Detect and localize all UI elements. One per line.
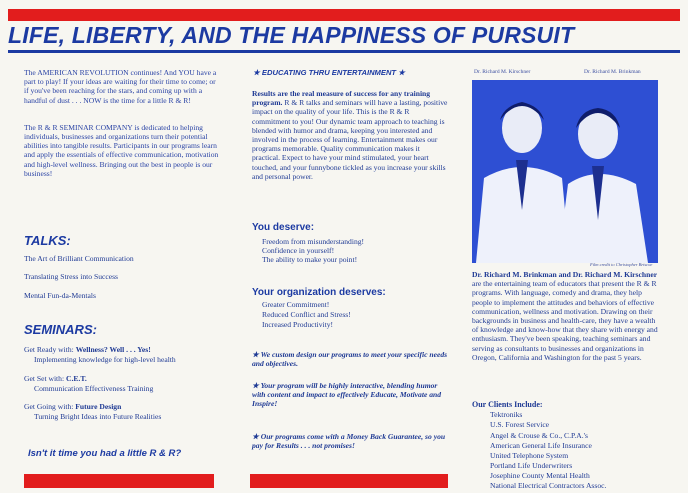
seminar-name: C.E.T. <box>65 374 87 383</box>
bottom-red-bar-middle <box>250 474 448 488</box>
intro-paragraph-1: The AMERICAN REVOLUTION continues! And YOU have a part to play! If your ideas are waiting for their time to come; or if you've been reaching for the stars, and coming up with a handful of dust . . . NOW is the time for a little R & R! <box>24 68 217 105</box>
middle-body <box>252 89 448 181</box>
clients-title: Our Clients Include: <box>472 400 543 409</box>
photo-label-left: Dr. Richard M. Kirschner <box>474 69 531 75</box>
client-item: American General Life Insurance <box>490 441 592 450</box>
seminar-item <box>24 402 121 411</box>
seminar-lead: Get Ready with: <box>24 345 74 354</box>
talk-item: The Art of Brilliant Communication <box>24 254 134 263</box>
promise-item: ★ We custom design our programs to meet your specific needs and objectives. <box>252 350 448 369</box>
portrait-photo <box>472 80 658 263</box>
bio-text <box>472 270 662 362</box>
top-red-bar <box>8 9 680 21</box>
seminar-name: Wellness? Well . . . Yes! <box>75 345 151 354</box>
org-item: Increased Productivity! <box>262 320 334 329</box>
closing-question: Isn't it time you had a little R & R? <box>28 448 182 459</box>
seminar-lead: Get Going with: <box>24 402 74 411</box>
bio-names: Dr. Richard M. Brinkman and Dr. Richard M. Kirschner <box>472 270 658 279</box>
client-item: Josephine County Mental Health <box>490 471 590 480</box>
client-item: United Telephone System <box>490 451 569 460</box>
seminar-desc: Communication Effectiveness Training <box>34 384 154 393</box>
middle-body-text: R & R talks and seminars will have a lasting, positive impact on the quality of your life. This is the R & R commitment to you! Our dynamic team approach to teaching is blended with humor and drama, keeping you interested and involved in the process of learning. Entertainment makes our programs memorable. Quality communication makes it practical. Expect to have your mind stimulated, your heart touched, and your funnybone tickled as you increase your skills and personal power. <box>252 98 448 181</box>
photo-credit: Film credit to Christopher Briscoe <box>590 262 653 267</box>
middle-heading: ★ EDUCATING THRU ENTERTAINMENT ★ <box>253 68 405 77</box>
seminar-desc: Turning Bright Ideas into Future Realities <box>34 412 162 421</box>
seminars-title: SEMINARS: <box>24 322 97 337</box>
promise-item: ★ Our programs come with a Money Back Guarantee, so you pay for Results . . . not promises! <box>252 432 446 451</box>
deserve-title: You deserve: <box>252 222 315 233</box>
deserve-item: Freedom from misunderstanding! <box>262 237 365 246</box>
headline-underline <box>8 50 680 53</box>
org-item: Greater Commitment! <box>262 300 330 309</box>
promise-item: ★ Your program will be highly interactive, blending humor with content and impact to effectively Educate, Motivate and Inspire! <box>252 381 442 409</box>
portrait-illustration <box>472 80 658 263</box>
talk-item: Mental Fun-da-Mentals <box>24 291 96 300</box>
intro-paragraph-2: The R & R SEMINAR COMPANY is dedicated to helping individuals, businesses and organizations turn their potential abilities into tangible results. Participants in our programs learn and apply the essentials of effective communication, motivation and high-level wellness. Bringing out the best in people is our business! <box>24 122 219 178</box>
seminar-item <box>24 374 87 383</box>
seminar-lead: Get Set with: <box>24 374 65 383</box>
seminar-desc: Implementing knowledge for high-level health <box>34 355 176 364</box>
client-item: Portland Life Underwriters <box>490 461 573 470</box>
seminar-item <box>24 345 151 354</box>
star-icon: ★ <box>252 432 261 441</box>
deserve-item: Confidence in yourself! <box>262 246 335 255</box>
middle-lead: Results are the real measure of success for any training program. <box>252 89 431 108</box>
talk-item: Translating Stress into Success <box>24 272 119 281</box>
client-item: U.S. Forest Service <box>490 420 550 429</box>
bio-body: are the entertaining team of educators that present the R & R programs. With language, comedy and drama, they help people to implement the attitudes and behaviors of effective communication, wellness and motivation. Drawing on their backgrounds in business and health-care, they have a wealth of knowledge and know-how that they share with energy and enthusiasm. They've been speaking, teaching seminars and serving as consultants to businesses and organizations in Oregon, California and Washington for the past 5 years. <box>472 279 658 362</box>
client-item: Angel & Crouse & Co., C.P.A.'s <box>490 431 588 440</box>
org-item: Reduced Conflict and Stress! <box>262 310 351 319</box>
photo-label-right: Dr. Richard M. Brinkman <box>584 69 641 75</box>
seminar-name: Future Design <box>75 402 122 411</box>
bottom-red-bar-left <box>24 474 214 488</box>
org-deserves-title: Your organization deserves: <box>252 287 386 298</box>
intro-text <box>24 68 220 178</box>
star-icon: ★ <box>252 381 261 390</box>
talks-title: TALKS: <box>24 233 71 248</box>
page-headline: LIFE, LIBERTY, AND THE HAPPINESS OF PURSUIT <box>8 22 575 48</box>
deserve-item: The ability to make your point! <box>262 255 358 264</box>
client-item: Tektroniks <box>490 410 523 419</box>
star-icon: ★ <box>252 350 261 359</box>
client-item: National Electrical Contractors Assoc. <box>490 481 607 490</box>
